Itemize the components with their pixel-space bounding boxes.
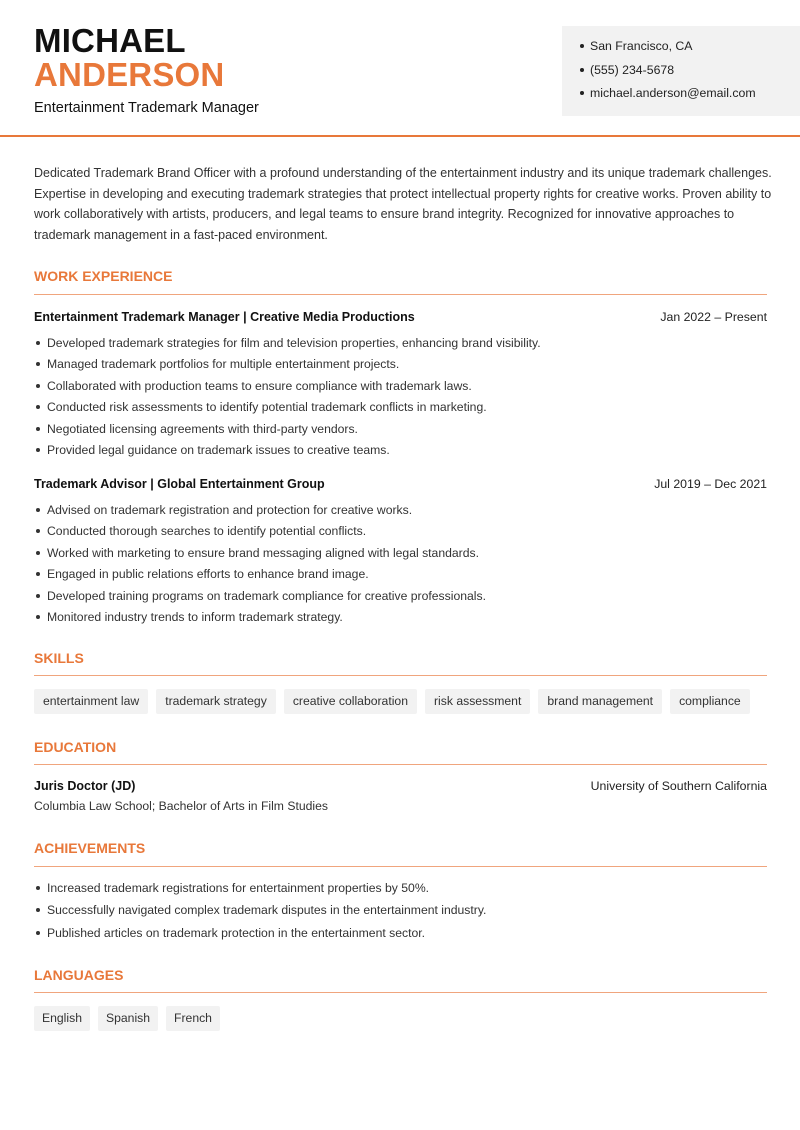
section-title-achievements: ACHIEVEMENTS (34, 840, 146, 856)
list-item: Collaborated with production teams to ensure compliance with trademark laws. (34, 379, 767, 393)
skill-tag: brand management (538, 689, 662, 714)
list-item: Engaged in public relations efforts to enhance brand image. (34, 567, 767, 581)
education-school: University of Southern California (590, 779, 767, 793)
list-item: Provided legal guidance on trademark issues to creative teams. (34, 443, 767, 457)
resume-header (0, 0, 800, 137)
contact-box (562, 26, 800, 116)
job-bullet-list (34, 336, 767, 464)
skill-tag: compliance (670, 689, 750, 714)
education-detail: Columbia Law School; Bachelor of Arts in Film Studies (34, 799, 328, 813)
contact-phone: (555) 234-5678 (580, 63, 800, 87)
section-title-skills: SKILLS (34, 650, 84, 666)
job-role: Trademark Advisor | Global Entertainment Group (34, 477, 325, 491)
section-divider (34, 294, 767, 295)
achievements-list (34, 881, 767, 948)
skill-tag: entertainment law (34, 689, 148, 714)
languages-list (34, 1006, 220, 1031)
contact-email: michael.anderson@email.com (580, 86, 800, 110)
section-divider (34, 675, 767, 676)
education-degree: Juris Doctor (JD) (34, 779, 136, 793)
list-item: Advised on trademark registration and protection for creative works. (34, 503, 767, 517)
list-item: Conducted thorough searches to identify potential conflicts. (34, 524, 767, 538)
list-item: Managed trademark portfolios for multiple entertainment projects. (34, 357, 767, 371)
contact-location: San Francisco, CA (580, 39, 800, 63)
job-role: Entertainment Trademark Manager | Creative Media Productions (34, 310, 415, 324)
section-title-languages: LANGUAGES (34, 967, 124, 983)
job-title: Entertainment Trademark Manager (34, 100, 259, 116)
list-item: Developed training programs on trademark compliance for creative professionals. (34, 589, 767, 603)
summary-paragraph: Dedicated Trademark Brand Officer with a profound understanding of the entertainment industry and its unique trademark challenges. Expertise in developing and executing trademark strategies that protect intellectual property rights for creative works. Proven ability to work collaboratively with artists, producers, and legal teams to ensure brand integrity. Recognized for innovative approaches to trademark management in a fast-paced environment. (34, 166, 772, 243)
list-item: Worked with marketing to ensure brand messaging aligned with legal standards. (34, 546, 767, 560)
job-header (34, 477, 767, 495)
section-divider (34, 992, 767, 993)
education-header (34, 779, 767, 797)
job-dates: Jan 2022 – Present (660, 310, 767, 324)
list-item: Conducted risk assessments to identify potential trademark conflicts in marketing. (34, 400, 767, 414)
list-item: Successfully navigated complex trademark disputes in the entertainment industry. (34, 903, 767, 917)
language-tag: English (34, 1006, 90, 1031)
section-divider (34, 764, 767, 765)
section-divider (34, 866, 767, 867)
job-header (34, 310, 767, 328)
language-tag: French (166, 1006, 220, 1031)
skill-tag: creative collaboration (284, 689, 417, 714)
list-item: Increased trademark registrations for entertainment properties by 50%. (34, 881, 767, 895)
list-item: Developed trademark strategies for film and television properties, enhancing brand visibility. (34, 336, 767, 350)
job-dates: Jul 2019 – Dec 2021 (654, 477, 767, 491)
skills-list (34, 689, 750, 714)
last-name: ANDERSON (34, 56, 225, 93)
list-item: Monitored industry trends to inform trademark strategy. (34, 610, 767, 624)
list-item: Negotiated licensing agreements with third-party vendors. (34, 422, 767, 436)
job-bullet-list (34, 503, 767, 631)
language-tag: Spanish (98, 1006, 158, 1031)
list-item: Published articles on trademark protection in the entertainment sector. (34, 926, 767, 940)
skill-tag: trademark strategy (156, 689, 276, 714)
skill-tag: risk assessment (425, 689, 530, 714)
section-title-education: EDUCATION (34, 739, 117, 755)
section-title-experience: WORK EXPERIENCE (34, 268, 173, 284)
first-name: MICHAEL (34, 22, 186, 59)
